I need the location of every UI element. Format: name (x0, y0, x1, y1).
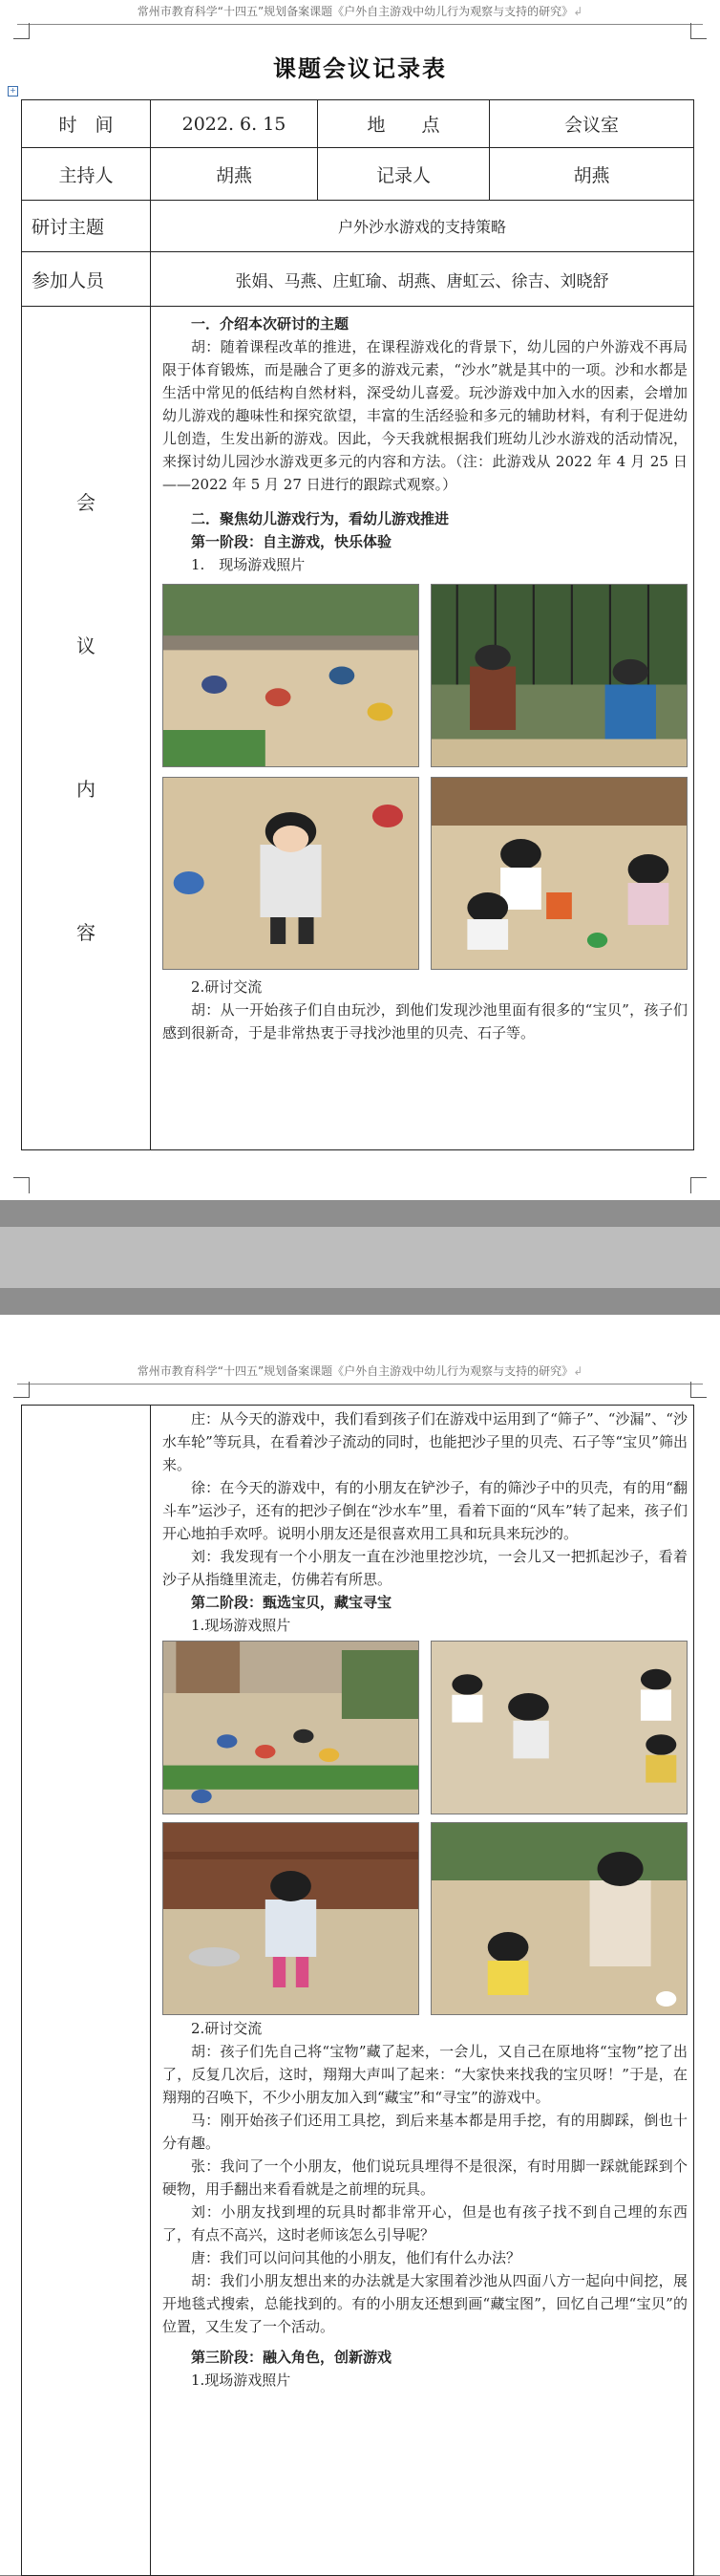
stage-heading-3: 第三阶段：融入角色，创新游戏 (191, 2349, 392, 2366)
game-photo (162, 1822, 419, 2015)
section-heading-2: 二．聚焦幼儿游戏行为，看幼儿游戏推进 (191, 510, 450, 527)
game-photo (431, 584, 688, 767)
meeting-content-cell (151, 307, 694, 1150)
time-value: 2022. 6. 15 (151, 100, 318, 148)
table-move-handle-icon[interactable]: + (8, 86, 18, 97)
running-header: 常州市教育科学“十四五”规划备案课题《户外自主游戏中幼儿行为观察与支持的研究》↲ (0, 1363, 720, 1379)
running-header: 常州市教育科学“十四五”规划备案课题《户外自主游戏中幼儿行为观察与支持的研究》↲ (0, 3, 720, 19)
discussion-label: 2.研讨交流 (191, 978, 263, 996)
paragraph: 胡：随着课程改革的推进，在课程游戏化的背景下，幼儿园的户外游戏不再局限于体育锻炼，而是融合了更多的游戏元素，“沙水”就是其中的一项。沙和水都是生活中常见的低结构自然材料，深受幼儿喜爱。玩沙游戏中加入水的因素，会增加幼儿游戏的趣味性和探究欲望，丰富的生活经验和多元的辅助材料，有利于促进幼儿创造，生发出新的游戏。因此，今天我就根据我们班幼儿沙水游戏的活动情况，来探讨幼儿园沙水游戏更多元的内容和方法。（注：此游戏从 2022 年 4 月 25 日——2022 年 5 月 27 日进行的跟踪式观察。） (162, 338, 688, 493)
document-title: 课题会议记录表 (273, 54, 447, 82)
game-photo (431, 777, 688, 970)
crop-mark (13, 1382, 30, 1398)
content-label-char: 容 (76, 921, 95, 944)
attendees-value: 张娟、马燕、庄虹瑜、胡燕、唐虹云、徐吉、刘晓舒 (151, 252, 694, 307)
document-page-2 (0, 1315, 720, 2575)
attendees-label: 参加人员 (22, 252, 151, 307)
meeting-content-cell (151, 1406, 694, 2576)
crop-mark (690, 23, 707, 39)
section-heading-1: 一．介绍本次研讨的主题 (191, 315, 349, 333)
topic-label: 研讨主题 (22, 201, 151, 252)
place-label: 地 点 (318, 100, 490, 148)
document-page-1 (0, 0, 720, 1200)
paragraph: 刘：小朋友找到埋的玩具时都非常开心，但是也有孩子找不到自己埋的东西了，有点不高兴，这时老师该怎么引导呢？ (162, 2203, 688, 2243)
host-value: 胡燕 (151, 148, 318, 201)
paragraph: 胡：从一开始孩子们自由玩沙，到他们发现沙池里面有很多的“宝贝”，孩子们感到很新奇，于是非常热衷于寻找沙池里的贝壳、石子等。 (162, 1001, 688, 1041)
content-label-char: 内 (76, 778, 95, 801)
recorder-value: 胡燕 (490, 148, 694, 201)
meeting-record-table (21, 99, 694, 1150)
stage-heading-1: 第一阶段：自主游戏，快乐体验 (191, 533, 392, 550)
paragraph: 徐：在今天的游戏中，有的小朋友在铲沙子，有的筛沙子中的贝壳，有的用“翻斗车”运沙子，还有的把沙子倒在“沙水车”里，看着下面的“风车”转了起来，孩子们开心地拍手欢呼。说明小朋友还是很喜欢用工具和玩具来玩沙的。 (162, 1479, 688, 1542)
stage-heading-2: 第二阶段：甄选宝贝，藏宝寻宝 (191, 1594, 392, 1611)
crop-mark (690, 1382, 707, 1398)
game-photo (431, 1822, 688, 2015)
discussion-label: 2.研讨交流 (191, 2020, 263, 2037)
crop-mark (13, 23, 30, 39)
host-label: 主持人 (22, 148, 151, 201)
photo-label: 1.现场游戏照片 (191, 1617, 291, 1634)
photo-grid-stage-2 (162, 1641, 688, 2015)
page-gap (0, 1200, 720, 1315)
paragraph: 胡：孩子们先自己将“宝物”藏了起来，一会儿，又自己在原地将“宝物”挖了出了，反复几次后，这时，翔翔大声叫了起来：“大家快来找我的宝贝呀！”于是，在翔翔的召唤下，不少小朋友加入到“藏宝”和“寻宝”的游戏中。 (162, 2043, 688, 2106)
game-photo (162, 584, 419, 767)
running-header-text: 常州市教育科学“十四五”规划备案课题《户外自主游戏中幼儿行为观察与支持的研究》 (137, 1364, 574, 1378)
content-label-char: 议 (76, 634, 95, 657)
content-label-cell (22, 1406, 151, 2576)
crop-mark (13, 1177, 30, 1193)
topic-value: 户外沙水游戏的支持策略 (151, 201, 694, 252)
content-label-cell (22, 307, 151, 1150)
paragraph: 庄：从今天的游戏中，我们看到孩子们在游戏中运用到了“筛子”、“沙漏”、“沙水车轮”等玩具，在看着沙子流动的同时，也能把沙子里的贝壳、石子等“宝贝”筛出来。 (162, 1410, 688, 1473)
photo-grid-stage-1 (162, 584, 688, 970)
game-photo (162, 777, 419, 970)
paragraph: 马：刚开始孩子们还用工具挖，到后来基本都是用手挖，有的用脚踩，倒也十分有趣。 (162, 2112, 688, 2152)
paragraph: 胡：我们小朋友想出来的办法就是大家围着沙池从四面八方一起向中间挖，展开地毯式搜索，总能找到的。有的小朋友还想到画“藏宝图”，回忆自己埋“宝贝”的位置，又生发了一个活动。 (162, 2272, 688, 2335)
game-photo (431, 1641, 688, 1814)
meeting-record-table-continued (21, 1405, 694, 2576)
crop-mark (690, 1177, 707, 1193)
paragraph: 刘：我发现有一个小朋友一直在沙池里挖沙坑，一会儿又一把抓起沙子，看着沙子从指缝里流走，仿佛若有所思。 (162, 1548, 688, 1588)
paragraph: 张：我问了一个小朋友，他们说玩具埋得不是很深，有时用脚一踩就能踩到个硬物，用手翻出来看看就是之前埋的玩具。 (162, 2157, 688, 2198)
recorder-label: 记录人 (318, 148, 490, 201)
place-value: 会议室 (490, 100, 694, 148)
photo-label: 1.现场游戏照片 (191, 2372, 291, 2389)
content-label-char: 会 (76, 491, 95, 514)
paragraph: 唐：我们可以问问其他的小朋友，他们有什么办法？ (191, 2249, 521, 2266)
running-header-text: 常州市教育科学“十四五”规划备案课题《户外自主游戏中幼儿行为观察与支持的研究》 (137, 5, 574, 18)
time-label: 时 间 (22, 100, 151, 148)
game-photo (162, 1641, 419, 1814)
photo-label: 1. 现场游戏照片 (191, 556, 306, 573)
